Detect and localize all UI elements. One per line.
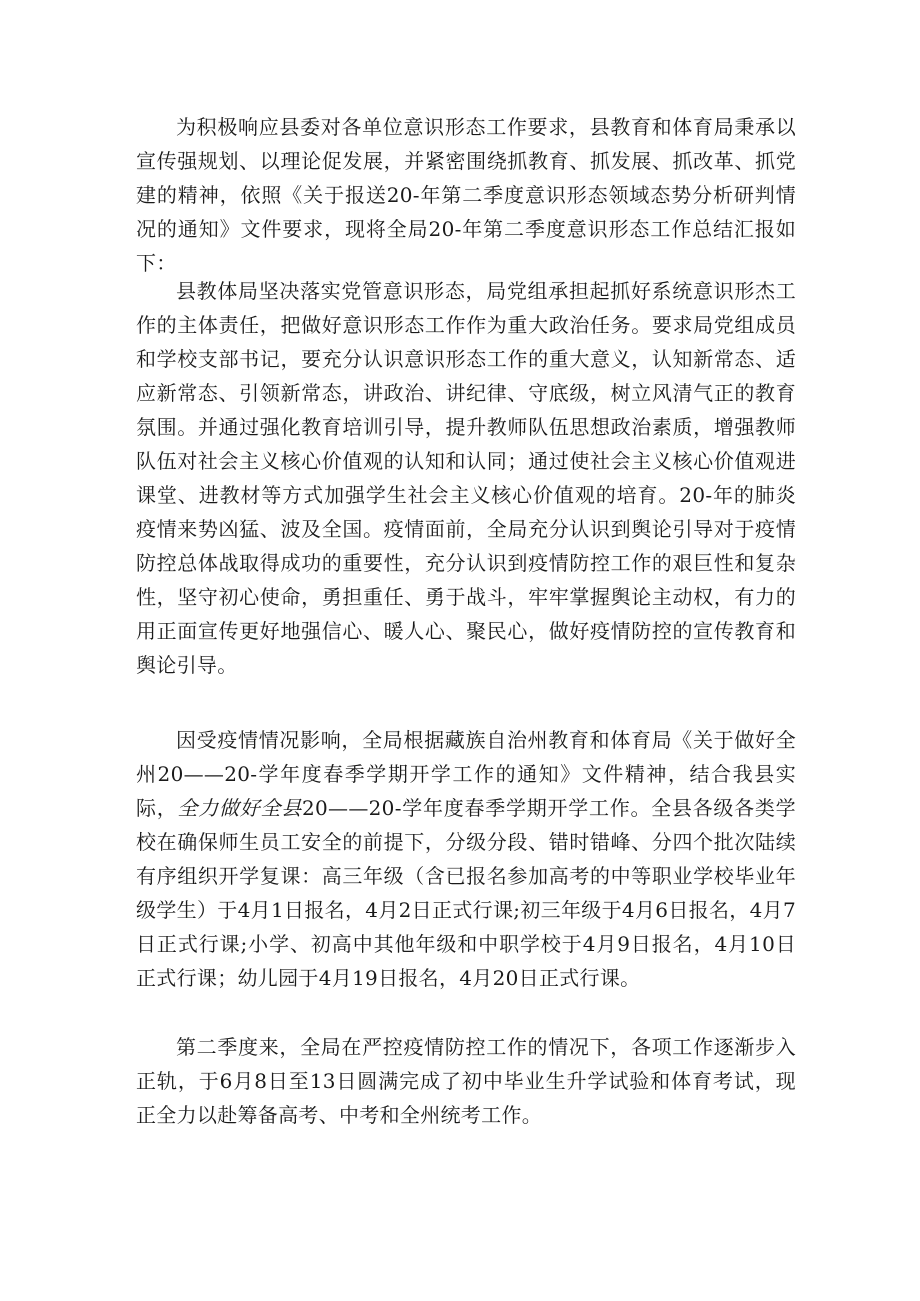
paragraph-responsibility: 县教体局坚决落实党管意识形态，局党组承担起抓好系统意识形杰工作的主体责任，把做好意识形态工作作为重大政治任务。要求局党组成员和学校支部书记，要充分认识意识形态工作的重大意义，认知新常态、适应新常态、引领新常态，讲政治、讲纪律、守底级，树立风清气正的教育氛围。并通过强化教育培训引导，提升教师队伍思想政治素质，增强教师队伍对社会主义核心价值观的认知和认同；通过使社会主义核心价值观进课堂、进教材等方式加强学生社会主义核心价值观的培育。20-年的肺炎疫情来势凶猛、波及全国。疫情面前，全局充分认识到舆论引导对于疫情防控总体战取得成功的重要性，充分认识到疫情防控工作的艰巨性和复杂性，坚守初心使命，勇担重任、勇于战斗，牢牢掌握舆论主动权，有力的用正面宣传更好地强信心、暖人心、聚民心，做好疫情防控的宣传教育和舆论引导。: [136, 279, 796, 677]
paragraph-school-reopening-part-b: 20——20-学年度春季学期开学工作。全县各级各类学校在确保师生员工安全的前提下，分级分段、错时错峰、分四个批次陆续有序组织开学复课：高三年级（含已报名参加高考的中等职业学校毕业年级学生）于4月1日报名，4月2日正式行课;初三年级于4月6日报名，4月7日正式行课;小学、初高中其他年级和中职学校于4月9日报名，4月10日正式行课；幼儿园于4月19日报名，4月20日正式行课。: [136, 796, 796, 990]
paragraph-school-reopening-part-a: 因受疫情情况影响，全局根据藏族自治州教育和体育局《关于做好全州20——20-学年度春季学期开学工作的通知》文件精神，结合我县实际，: [136, 728, 796, 820]
paragraph-second-quarter: 第二季度来，全局在严控疫情防控工作的情况下，各项工作逐渐步入正轨，于6月8日至13日圆满完成了初中毕业生升学试验和体育考试，现正全力以赴筹备高考、中考和全州统考工作。: [136, 1035, 796, 1127]
paragraph-school-reopening-italic: 全力做好全县: [177, 796, 302, 820]
paragraph-intro: 为积极响应县委对各单位意识形态工作要求，县教育和体育局秉承以宣传强规划、以理论促发展，并紧密围绕抓教育、抓发展、抓改革、抓党建的精神，依照《关于报送20-年第二季度意识形态领域态势分析研判情况的通知》文件要求，现将全局20-年第二季度意识形态工作总结汇报如下：: [136, 115, 796, 275]
paragraph-school-reopening: [136, 723, 796, 995]
